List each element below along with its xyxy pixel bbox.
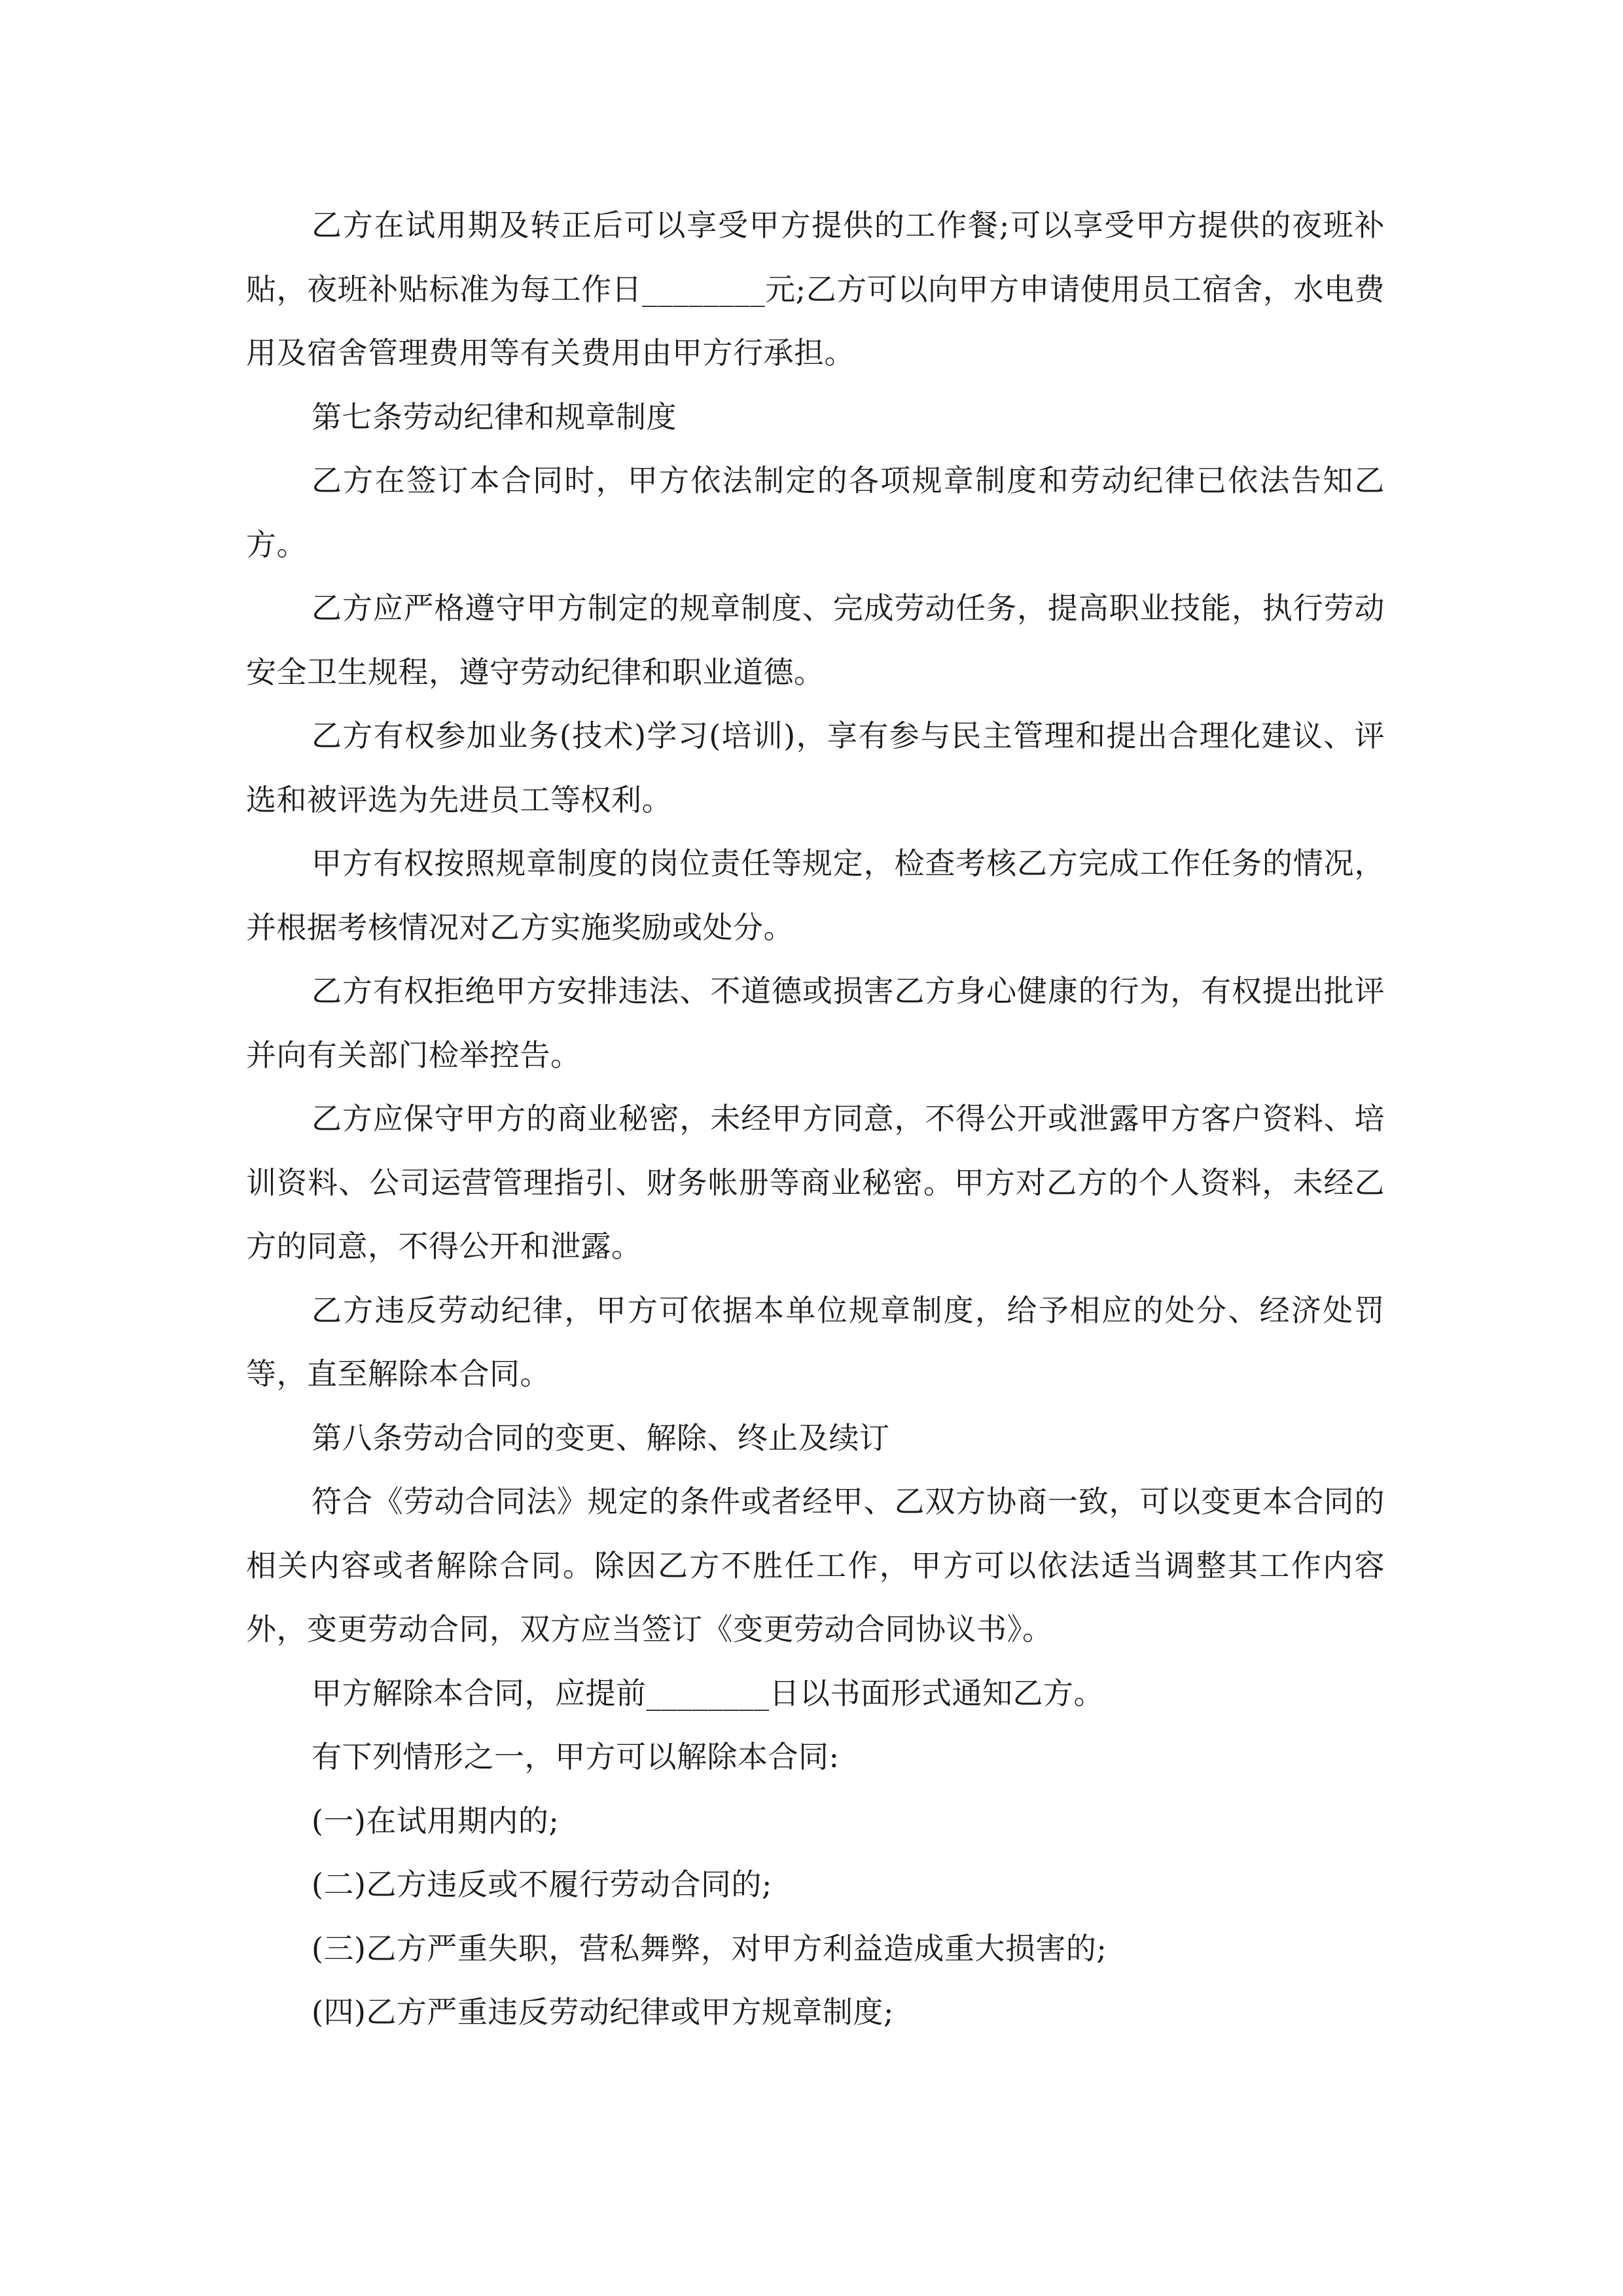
list-item-breach: (二)乙方违反或不履行劳动合同的; (312, 1867, 772, 1902)
paragraph-meal-allowance: 乙方在试用期及转正后可以享受甲方提供的工作餐;可以享受甲方提供的夜班补贴，夜班补贴标准为每工作日________元;乙方可以向甲方申请使用员工宿舍，水电费用及宿舍管理费用等有关费用由甲方行承担。 (246, 207, 1385, 370)
section-heading-article-7: 第七条劳动纪律和规章制度 (312, 399, 677, 435)
section-heading-article-8: 第八条劳动合同的变更、解除、终止及续订 (312, 1420, 890, 1456)
list-item-misconduct: (三)乙方严重失职，营私舞弊，对甲方利益造成重大损害的; (312, 1930, 1107, 1966)
paragraph-discipline-violation: 乙方违反劳动纪律，甲方可依据本单位规章制度，给予相应的处分、经济处罚等，直至解除本合同。 (246, 1292, 1385, 1391)
list-item-probation: (一)在试用期内的; (312, 1803, 560, 1839)
list-item-serious-violation: (四)乙方严重违反劳动纪律或甲方规章制度; (312, 1994, 894, 2030)
paragraph-training-rights: 乙方有权参加业务(技术)学习(培训)，享有参与民主管理和提出合理化建议、评选和被评选为先进员工等权利。 (246, 718, 1385, 817)
paragraph-termination-notice: 甲方解除本合同，应提前________日以书面形式通知乙方。 (312, 1675, 1104, 1711)
paragraph-termination-conditions: 有下列情形之一，甲方可以解除本合同: (312, 1739, 840, 1774)
paragraph-comply-rules: 乙方应严格遵守甲方制定的规章制度、完成劳动任务，提高职业技能，执行劳动安全卫生规程，遵守劳动纪律和职业道德。 (246, 590, 1385, 690)
paragraph-refuse-illegal: 乙方有权拒绝甲方安排违法、不道德或损害乙方身心健康的行为，有权提出批评并向有关部门检举控告。 (246, 973, 1385, 1073)
document-body (246, 194, 1385, 2045)
paragraph-confidentiality: 乙方应保守甲方的商业秘密，未经甲方同意，不得公开或泄露甲方客户资料、培训资料、公司运营管理指引、财务帐册等商业秘密。甲方对乙方的个人资料，未经乙方的同意，不得公开和泄露。 (246, 1101, 1385, 1264)
paragraph-contract-change: 符合《劳动合同法》规定的条件或者经甲、乙双方协商一致，可以变更本合同的相关内容或者解除合同。除因乙方不胜任工作，甲方可以依法适当调整其工作内容外，变更劳动合同，双方应当签订《变更劳动合同协议书》。 (246, 1484, 1385, 1647)
paragraph-rules-notified: 乙方在签订本合同时，甲方依法制定的各项规章制度和劳动纪律已依法告知乙方。 (246, 463, 1385, 562)
paragraph-assessment: 甲方有权按照规章制度的岗位责任等规定，检查考核乙方完成工作任务的情况，并根据考核情况对乙方实施奖励或处分。 (246, 846, 1385, 945)
